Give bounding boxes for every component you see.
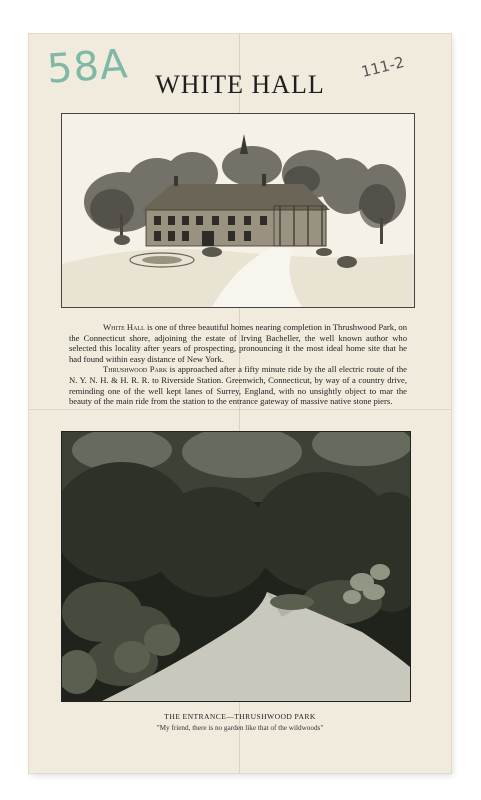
handwritten-mark: 111-2 xyxy=(359,52,407,82)
paragraph2-text: is approached after a fifty minute ride by the all electric route of the N. Y. N. H. & H. R. R. to Riverside Station. Greenwich, Connecticut, by way of a country drive, reminding one of the well kept lanes of Surrey, England, with no unsightly object to mar the beauty of the main ride from the station to the entrance gateway of massive native stone piers. xyxy=(69,364,407,407)
paragraph1-text: is one of three beautiful homes nearing completion in Thrushwood Park, on the Connecticut shore, adjoining the estate of Irving Bacheller, the well known author who selected this locality after years of prospecting, pronouncing it the most ideal home site that he had found within easy distance of New York. xyxy=(69,322,407,364)
entrance-drive-photo xyxy=(62,432,410,701)
page-title: WHITE HALL xyxy=(155,70,325,99)
paragraph-thrushwood-park xyxy=(69,364,407,406)
lead-white-hall: White Hall xyxy=(103,322,145,332)
horizontal-fold-line xyxy=(29,409,451,410)
photo-caption: THE ENTRANCE—THRUSHWOOD PARK xyxy=(164,712,316,721)
entrance-photograph xyxy=(61,431,411,702)
white-hall-house-drawing xyxy=(62,114,414,307)
photo-quote: "My friend, there is no garden like that of the wildwoods" xyxy=(156,724,324,732)
brochure-page xyxy=(29,34,451,773)
handwritten-inventory-number: 58A xyxy=(45,41,130,93)
paragraph-white-hall xyxy=(69,322,407,364)
lead-thrushwood-park: Thrushwood Park xyxy=(103,364,168,375)
house-illustration xyxy=(61,113,415,308)
body-text xyxy=(69,322,407,407)
